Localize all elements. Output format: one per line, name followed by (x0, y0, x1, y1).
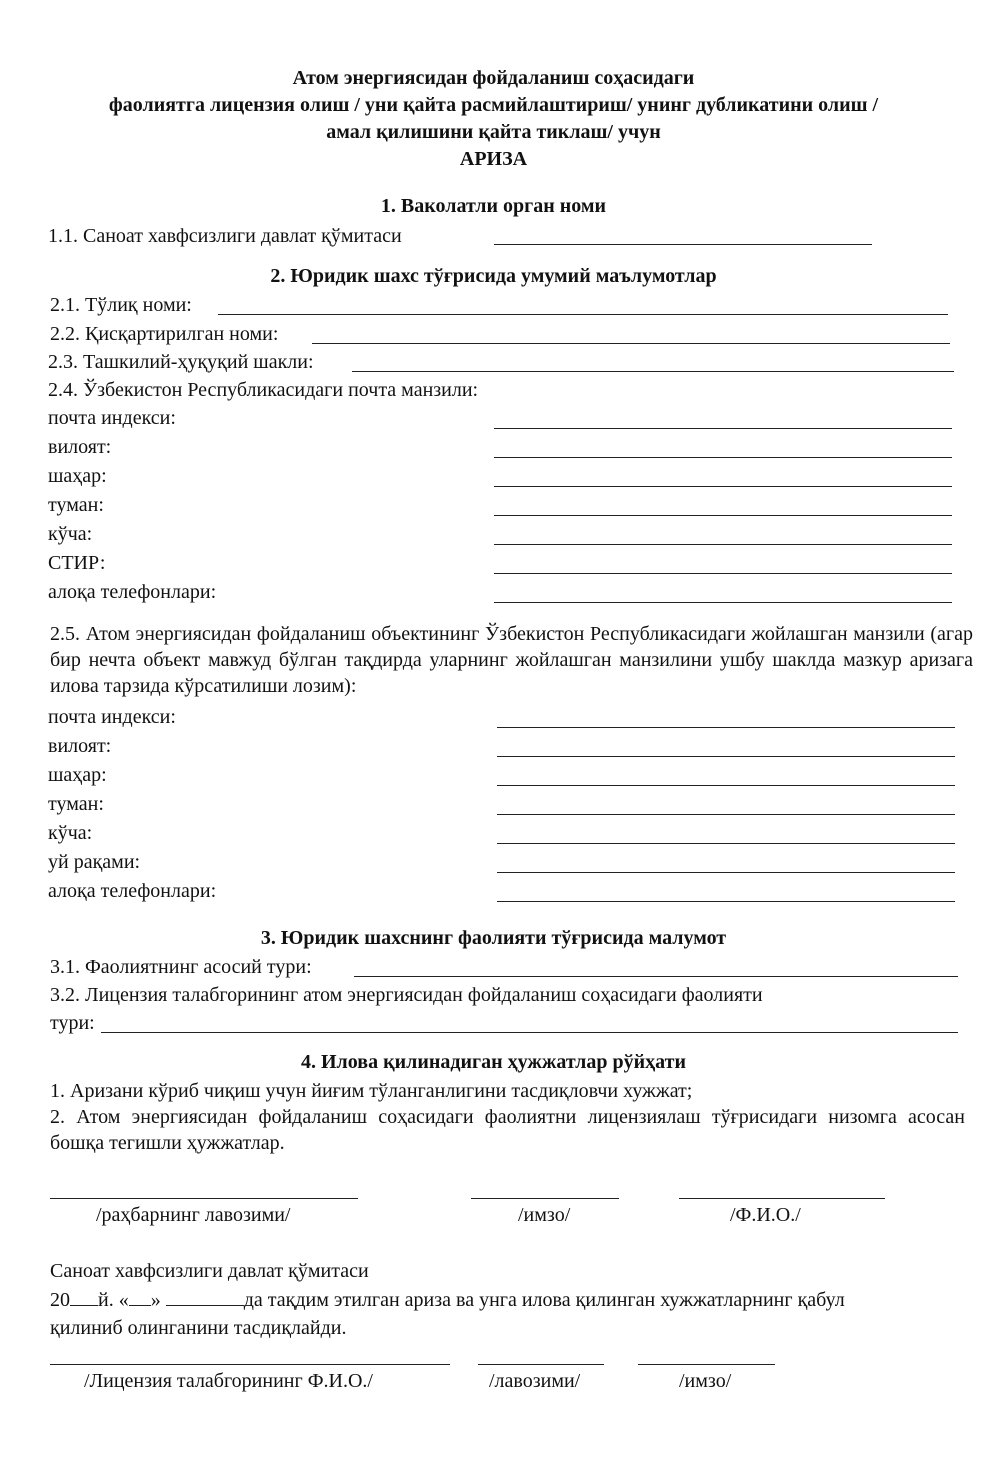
object-address-label: уй рақами: (48, 851, 141, 873)
object-address-label: шаҳар: (48, 764, 107, 786)
object-address-field[interactable] (497, 727, 955, 728)
address-field[interactable] (494, 544, 952, 545)
header-line-1: Атом энергиясидан фойдаланиш соҳасидаги (292, 67, 695, 89)
object-address-label: вилоят: (48, 735, 112, 757)
year-field[interactable] (70, 1291, 98, 1306)
section-3-heading: 3. Юридик шахснинг фаолияти тўғрисида малумот (260, 927, 727, 949)
applicant-signature-caption: /имзо/ (679, 1370, 732, 1392)
applicant-signature-line[interactable] (638, 1364, 775, 1365)
section-1-heading: 1. Ваколатли орган номи (380, 195, 607, 217)
applicant-position-caption: /лавозими/ (489, 1370, 581, 1392)
address-field[interactable] (494, 602, 952, 603)
item-2-2-field[interactable] (312, 343, 950, 344)
receipt-line-1 (50, 1290, 845, 1310)
item-2-3-label: 2.3. Ташкилий-ҳуқуқий шакли: (48, 351, 314, 373)
item-2-4-label: 2.4. Ўзбекистон Республикасидаги почта манзили: (48, 379, 479, 401)
item-2-5-paragraph: 2.5. Атом энергиясидан фойдаланиш объектининг Ўзбекистон Республикасидаги жойлашган манзили (агар бир нечта объект мавжуд бўлган тақдирда уларнинг жойлашган манзилини ушбу шаклда мазкур аризага илова тарзида кўрсатилиши лозим): (50, 623, 973, 697)
signature-line[interactable] (471, 1198, 619, 1199)
address-label: кўча: (48, 523, 93, 545)
applicant-fio-caption: /Лицензия талабгорининг Ф.И.О./ (84, 1370, 373, 1392)
month-suffix: да тақдим этилган ариза ва унга илова қилинган хужжатларнинг қабул (243, 1289, 845, 1311)
attachment-item-1: 1. Аризани кўриб чиқиш учун йиғим тўланганлигини тасдиқловчи хужжат; (50, 1080, 693, 1102)
fio-caption: /Ф.И.О./ (730, 1204, 801, 1226)
section-4-heading: 4. Илова қилинадиган ҳужжатлар рўйҳати (300, 1051, 686, 1073)
address-field[interactable] (494, 486, 952, 487)
day-field[interactable] (129, 1291, 151, 1306)
address-label: алоқа телефонлари: (48, 581, 217, 603)
year-suffix: й. « (98, 1289, 129, 1311)
item-2-1-label: 2.1. Тўлиқ номи: (50, 294, 192, 316)
attachment-item-2: 2. Атом энергиясидан фойдаланиш соҳасидаги фаолиятни лицензиялаш тўғрисидаги низомга асосан бошқа тегишли ҳужжатлар. (50, 1106, 965, 1154)
address-field[interactable] (494, 457, 952, 458)
item-2-3-field[interactable] (352, 371, 954, 372)
document-title: АРИЗА (459, 148, 528, 170)
item-3-2-label-cont: тури: (50, 1012, 95, 1034)
object-address-field[interactable] (497, 843, 955, 844)
fio-signature-line[interactable] (679, 1198, 885, 1199)
position-caption: /раҳбарнинг лавозими/ (96, 1204, 291, 1226)
item-3-1-label: 3.1. Фаолиятнинг асосий тури: (50, 956, 312, 978)
item-2-2-label: 2.2. Қисқартирилган номи: (50, 323, 279, 345)
applicant-fio-line[interactable] (50, 1364, 450, 1365)
applicant-position-line[interactable] (478, 1364, 604, 1365)
address-field[interactable] (494, 573, 952, 574)
object-address-label: туман: (48, 793, 104, 815)
address-label: СТИР: (48, 552, 106, 574)
item-3-1-field[interactable] (354, 976, 958, 977)
item-1-1-field[interactable] (494, 244, 872, 245)
signature-caption: /имзо/ (518, 1204, 571, 1226)
item-1-1-label: 1.1. Саноат хавфсизлиги давлат қўмитаси (48, 225, 402, 247)
object-address-field[interactable] (497, 785, 955, 786)
object-address-field[interactable] (497, 814, 955, 815)
year-prefix: 20 (50, 1289, 70, 1311)
position-signature-line[interactable] (50, 1198, 358, 1199)
address-label: почта индекси: (48, 407, 176, 429)
header-line-2: фаолиятга лицензия олиш / уни қайта расмийлаштириш/ унинг дубликатини олиш / (108, 94, 879, 116)
object-address-label: почта индекси: (48, 706, 176, 728)
month-field[interactable] (166, 1291, 244, 1306)
day-suffix: » (150, 1289, 161, 1311)
header-line-3: амал қилишини қайта тиклаш/ учун (326, 121, 661, 143)
address-field[interactable] (494, 515, 952, 516)
receipt-org: Саноат хавфсизлиги давлат қўмитаси (50, 1260, 369, 1282)
address-label: шаҳар: (48, 465, 107, 487)
item-3-2-field[interactable] (101, 1032, 958, 1033)
receipt-line-2: қилиниб олинганини тасдиқлайди. (50, 1317, 347, 1339)
item-3-2-label: 3.2. Лицензия талабгорининг атом энергиясидан фойдаланиш соҳасидаги фаолияти (50, 984, 763, 1006)
object-address-field[interactable] (497, 901, 955, 902)
object-address-label: алоқа телефонлари: (48, 880, 217, 902)
item-2-1-field[interactable] (218, 314, 948, 315)
address-label: туман: (48, 494, 104, 516)
section-2-heading: 2. Юридик шахс тўғрисида умумий маълумотлар (270, 265, 717, 287)
object-address-field[interactable] (497, 756, 955, 757)
object-address-field[interactable] (497, 872, 955, 873)
address-field[interactable] (494, 428, 952, 429)
object-address-label: кўча: (48, 822, 93, 844)
address-label: вилоят: (48, 436, 112, 458)
